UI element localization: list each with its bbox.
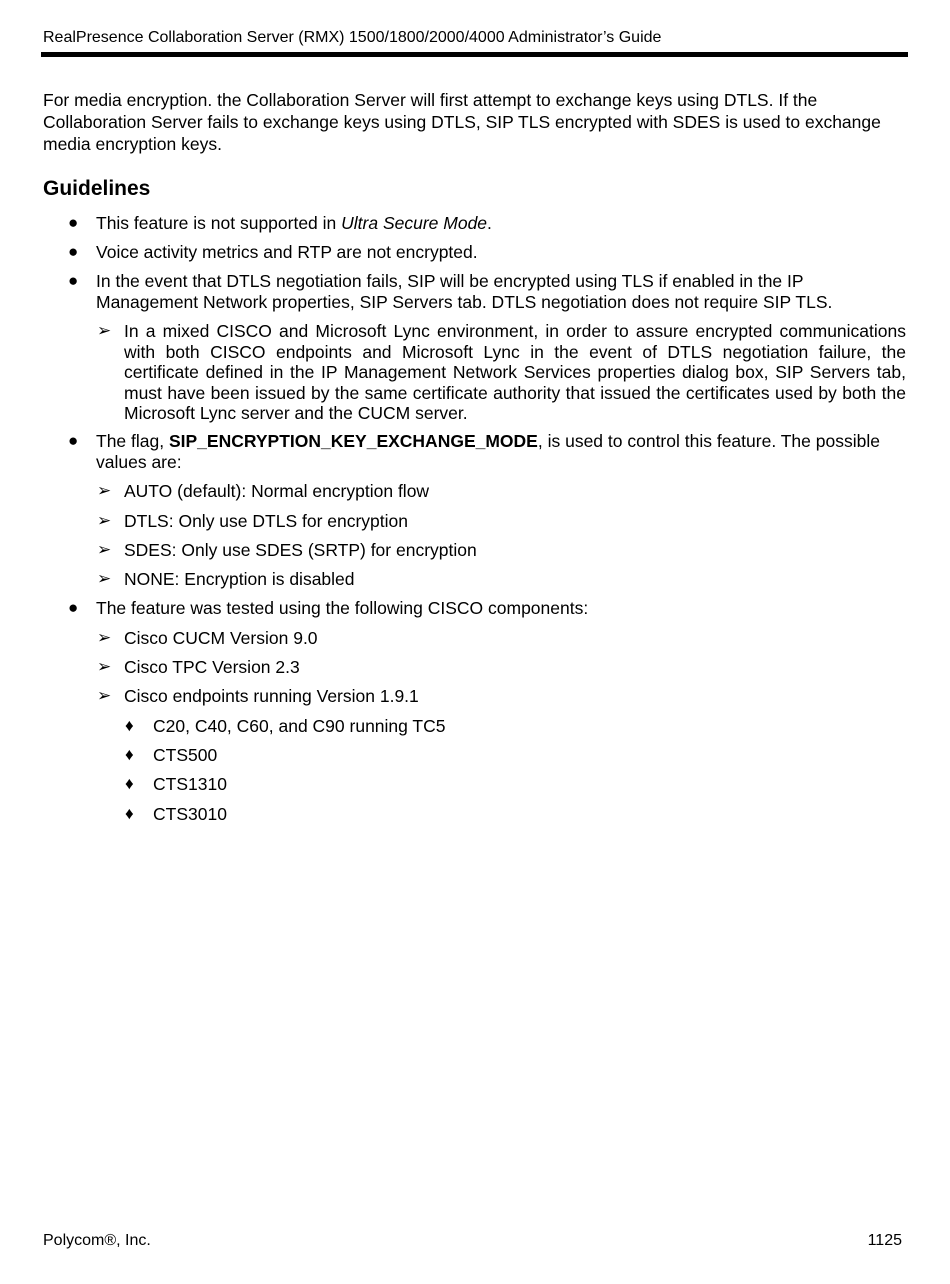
endpoint-model: CTS1310 xyxy=(153,774,227,794)
flag-value-dtls: DTLS: Only use DTLS for encryption xyxy=(124,511,408,531)
header-rule xyxy=(41,52,908,57)
text: This feature is not supported in xyxy=(96,213,342,233)
flag-name: SIP_ENCRYPTION_KEY_EXCHANGE_MODE xyxy=(168,431,538,451)
arrow-marker: ➢ xyxy=(97,481,112,500)
text: . xyxy=(487,213,492,233)
guideline-voice-activity: Voice activity metrics and RTP are not encrypted. xyxy=(96,242,478,262)
arrow-marker: ➢ xyxy=(97,321,112,340)
diamond-marker: ♦ xyxy=(125,804,134,823)
arrow-marker: ➢ xyxy=(97,686,112,705)
diamond-marker: ♦ xyxy=(125,745,134,764)
guideline-dtls-fallback: In the event that DTLS negotiation fails, SIP will be encrypted using TLS if enabled in the IP Management Network properties, SIP Servers tab. DTLS negotiation does not require SIP TLS. xyxy=(96,271,833,312)
bullet-marker: ● xyxy=(68,242,79,261)
page-header: RealPresence Collaboration Server (RMX) 1500/1800/2000/4000 Administrator’s Guide xyxy=(43,29,662,46)
flag-value-auto: AUTO (default): Normal encryption flow xyxy=(124,481,430,501)
bullet-marker: ● xyxy=(68,271,79,290)
guideline-ultra-secure xyxy=(96,213,906,234)
diamond-marker: ♦ xyxy=(125,774,134,793)
ultra-secure-mode-term: Ultra Secure Mode xyxy=(341,213,488,233)
footer-page-number: 1125 xyxy=(867,1232,902,1249)
guideline-flag xyxy=(96,431,906,472)
bullet-marker: ● xyxy=(68,213,79,232)
endpoint-model: CTS3010 xyxy=(153,804,227,824)
endpoint-model: CTS500 xyxy=(153,745,218,765)
flag-value-sdes: SDES: Only use SDES (SRTP) for encryption xyxy=(124,540,477,560)
bullet-marker: ● xyxy=(68,598,79,617)
diamond-marker: ♦ xyxy=(125,716,134,735)
section-heading: Guidelines xyxy=(43,177,151,200)
footer-company: Polycom®, Inc. xyxy=(43,1232,151,1249)
endpoint-model: C20, C40, C60, and C90 running TC5 xyxy=(153,716,446,736)
text: , is used to control this feature. The possible values are: xyxy=(96,431,880,472)
arrow-marker: ➢ xyxy=(97,628,112,647)
flag-value-none: NONE: Encryption is disabled xyxy=(124,569,355,589)
component-endpoints: Cisco endpoints running Version 1.9.1 xyxy=(124,686,419,706)
intro-paragraph: For media encryption. the Collaboration Server will first attempt to exchange keys using DTLS. If the Collaboration Server fails to exchange keys using DTLS, SIP TLS encrypted with SDES is used to exchange media encryption keys. xyxy=(43,90,881,154)
guideline-tested-components: The feature was tested using the following CISCO components: xyxy=(96,598,589,618)
bullet-marker: ● xyxy=(68,431,79,450)
component-cucm: Cisco CUCM Version 9.0 xyxy=(124,628,318,648)
guideline-lync-note: In a mixed CISCO and Microsoft Lync environment, in order to assure encrypted communications with both CISCO endpoints and Microsoft Lync in the event of DTLS negotiation failure, the certificate defined in the IP Management Network Services properties dialog box, SIP Servers tab, must have been issued by the same certificate authority that issued the certificates used by both the Microsoft Lync server and the CUCM server. xyxy=(124,321,906,423)
arrow-marker: ➢ xyxy=(97,657,112,676)
arrow-marker: ➢ xyxy=(97,540,112,559)
arrow-marker: ➢ xyxy=(97,511,112,530)
arrow-marker: ➢ xyxy=(97,569,112,588)
text: The flag, xyxy=(96,431,169,451)
component-tpc: Cisco TPC Version 2.3 xyxy=(124,657,300,677)
